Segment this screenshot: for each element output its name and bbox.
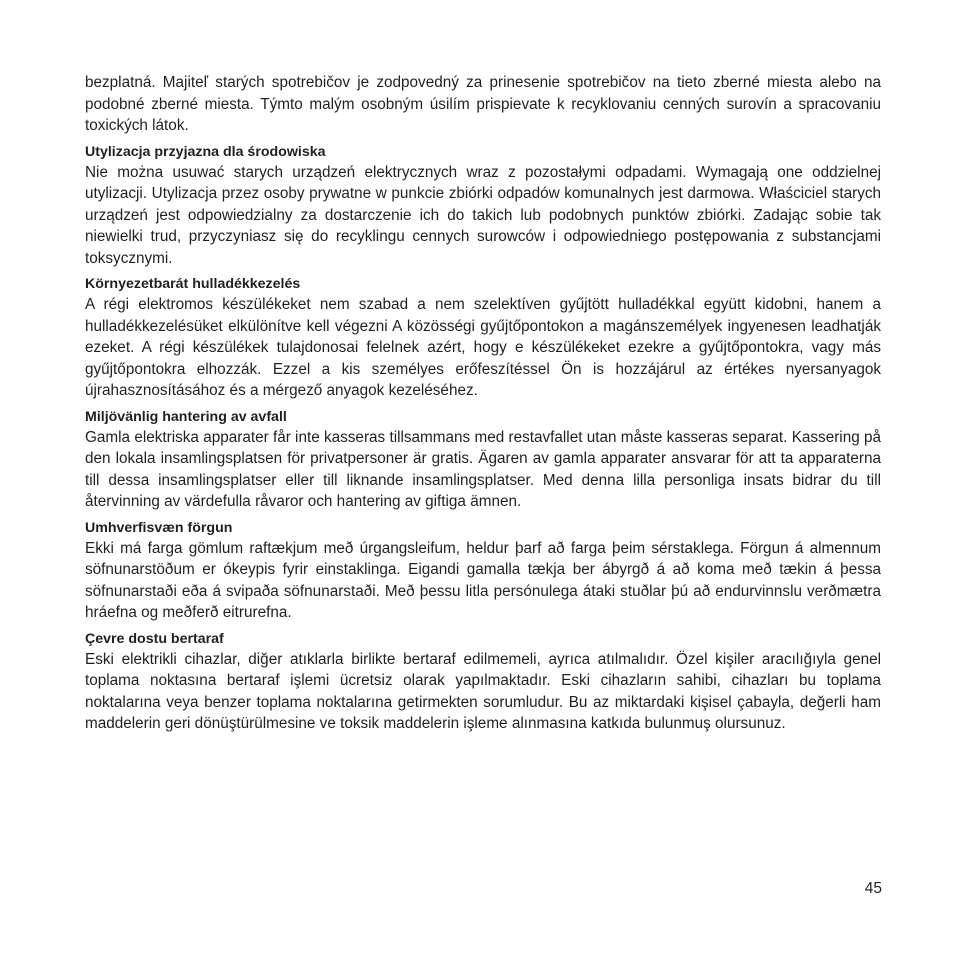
section-body: Ekki má farga gömlum raftækjum með úrgangsleifum, heldur þarf að farga þeim sérstaklega. Förgun á almennum söfnunarstöðum er ókeypis fyrir einstaklinga. Eigandi gamalla tækja ber ábyrgð á að koma með tækin á þessa söfnunarstaði eða á svipaða söfnunarstaði. Með þessu litla persónulega átaki stuðlar þú að endurvinnslu verðmætra hráefna og meðferð eitrurefna. <box>85 539 881 621</box>
section-body: A régi elektromos készülékeket nem szabad a nem szelektíven gyűjtött hulladékkal együtt kidobni, hanem a hulladékkezelésüket elkülönítve kell végezni A közösségi gyűjtőpontokon a magánszemélyek ingyenesen leadhatják ezeket. A régi készülékek tulajdonosai felelnek azért, hogy e készülékeket ezekre a gyűjtőpontokra, vagy más gyűjtőpontokra elhozzák. Ezzel a kis személyes erőfeszítéssel Ön is hozzájárul az értékes nyersanyagok újrahasznosításához és a mérgező anyagok kezeléséhez. <box>85 296 881 399</box>
section-polish <box>85 142 881 270</box>
section-body: Gamla elektriska apparater får inte kasseras tillsammans med restavfallet utan måste kasseras separat. Kassering på den lokala insamlingsplatsen för privatpersoner är gratis. Ägaren av gamla apparater ansvarar för att ta apparaterna till dessa insamlingsplatser eller till liknande insamlingsplatser. Med denna lilla personliga insats bidrar du till återvinning av värdefulla råvaror och hantering av giftiga ämnen. <box>85 428 881 510</box>
section-heading: Környezetbarát hulladékkezelés <box>85 276 301 292</box>
page-content <box>85 72 881 735</box>
section-icelandic <box>85 518 881 624</box>
section-heading: Çevre dostu bertaraf <box>85 630 224 647</box>
section-body: Eski elektrikli cihazlar, diğer atıklarla birlikte bertaraf edilmemeli, ayrıca atılmalıdır. Özel kişiler aracılığıyla genel toplama noktasına bertaraf işlemi ücretsiz olarak yapılmaktadır. Eski cihazların sahibi, cihazları bu toplama noktalarına veya benzer toplama noktalarına getirmekten sorumludur. Bu az miktardaki kişisel çabayla, değerli ham maddelerin geri dönüştürülmesine ve toksik maddelerin işleme alınmasına katkıda bulunmuş olursunuz. <box>85 650 881 732</box>
section-swedish <box>85 407 881 513</box>
section-turkish <box>85 629 881 735</box>
section-heading: Utylizacja przyjazna dla środowiska <box>85 143 326 160</box>
section-body: Nie można usuwać starych urządzeń elektrycznych wraz z pozostałymi odpadami. Wymagają one oddzielnej utylizacji. Utylizacja przez osoby prywatne w punkcie zbiórki odpadów komunalnych jest darmowa. Właściciel starych urządzeń jest odpowiedzialny za dostarczenie ich do takich lub podobnych punktów zbiórki. Zadając sobie tak niewielki trud, przyczyniasz się do recyklingu cennych surowców i odpowiedniego postępowania z substancjami toksycznymi. <box>85 163 881 267</box>
intro-section <box>85 72 881 137</box>
section-hungarian <box>85 274 881 402</box>
page-number: 45 <box>864 880 882 897</box>
intro-paragraph: bezplatná. Majiteľ starých spotrebičov je zodpovedný za prinesenie spotrebičov na tieto zberné miesta alebo na podobné zberné miesta. Týmto malým osobným úsilím prispievate k recyklovaniu cenných surovín a spracovaniu toxických látok. <box>85 74 881 134</box>
section-heading: Umhverfisvæn förgun <box>85 519 233 536</box>
section-heading: Miljövänlig hantering av avfall <box>85 408 287 425</box>
